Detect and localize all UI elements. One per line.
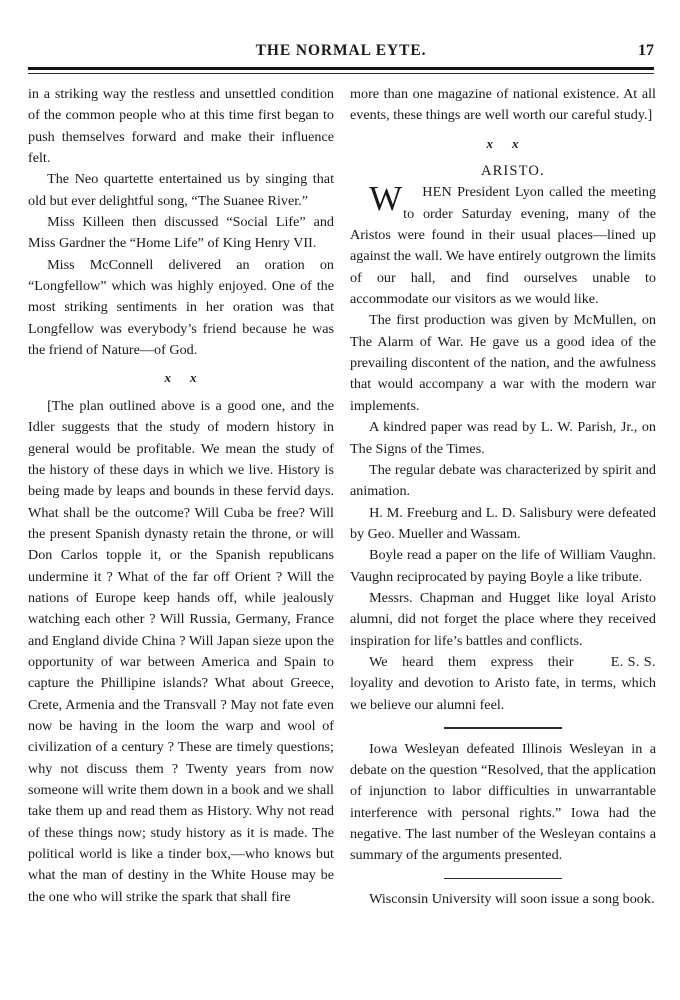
paragraph-mcconnell: Miss McConnell delivered an oration on “Longfellow” which was highly enjoyed. One of the most striking sentiments in her oration was that Longfellow was everybody’s friend because he was the friend of Nature—of God. — [28, 256, 334, 359]
paragraph-messrs-alumni: Messrs. Chapman and Hugget like loyal Aristo alumni, did not forget the place where they received inspiration for life’s battles and conflicts. — [350, 589, 656, 649]
paragraph-loyalty-text: We heard them express their loyality and devotion to Aristo fate, in terms, which we believe our alumni feel. — [350, 653, 656, 713]
x-ornament-divider-left — [28, 367, 334, 388]
paragraph-aristo-opening — [350, 179, 656, 310]
paragraph-bracketed-editorial-part1: [The plan outlined above is a good one, and the Idler suggests that the study of modern history in general would be profitable. We mean the study of the history of these days in which we live. History is being made by leaps and bounds in these fervid days. What shall be the outcome? Will Cuba be free? Will the present Spanish dynasty retain the throne, or will Don Carlos topple it, or the Spanish republicans undermine it ? What of the far off Orient ? Will the nations of Europe keep hands off, while jealously watching each other ? Will Russia, Germany, France and England divide China ? Will Japan sieze upon the opportunity of war between America and Spain to capture the Phillipine islands? What about Greece, Crete, Armenia and the Transvall ? May not fate even now be having in the loom the warp and wool of civilization of a century ? These are timely questions; why not discuss them ? Twenty years from now someone will write them down in a book and we shall take them up and read them as History. Why not read of these things now; study history as it is made. The political world is like a tinder box,—who knows but what the man of destiny in the White House may be the one who will strike the spark that shall fire — [28, 397, 334, 905]
opening-caps-run: HEN — [422, 184, 452, 201]
paragraph-iowa-wesleyan: Iowa Wesleyan defeated Illinois Wesleyan in a debate on the question “Resolved, that the application of injunction to labor difficulties in unwarrantable interference with personal rights.” Iowa had the negative. The last number of the Wesleyan contains a summary of the arguments presented. — [350, 740, 656, 864]
page-title: THE NORMAL EYTE. — [255, 42, 427, 59]
page-number: 17 — [638, 42, 654, 59]
paragraph-killeen: Miss Killeen then discussed “Social Life” and Miss Gardner the “Home Life” of King Henry VII. — [28, 214, 334, 252]
x-ornament-divider-right — [350, 133, 656, 154]
header-rule-thick — [28, 67, 654, 70]
paragraph-first-production: The first production was given by McMullen, on The Alarm of War. He gave us a good idea of the prevailing discontent of the nation, and the awfulness that would accompany a war with the modern war implements. — [350, 312, 656, 414]
author-signature: E. S. S. — [610, 653, 656, 670]
paragraph-kindred-paper: A kindred paper was read by L. W. Parish, Jr., on The Signs of the Times. — [350, 419, 656, 457]
paragraph-bracketed-editorial-part2: more than one magazine of national existence. At all events, these things are well worth our careful study.] — [350, 86, 656, 124]
drop-cap-letter: W — [369, 179, 403, 219]
ornament-glyph-right: x — [190, 370, 198, 386]
ornament-glyph-left: x — [164, 370, 172, 386]
opening-body-text: President Lyon called the meeting to order Saturday evening, many of the Aristos were found in their usual places—lined up against the wall. We have entirely outgrown the limits of our hall, and find ourselves unable to accommodate our visitors as we would like. — [350, 184, 656, 308]
paragraph-loyalty — [350, 652, 656, 716]
right-column — [350, 84, 656, 911]
left-column — [28, 84, 334, 908]
paragraph-regular-debate: The regular debate was characterized by spirit and animation. — [350, 461, 656, 500]
item-divider-rule-1 — [444, 727, 562, 729]
ornament-glyph-right: x — [512, 135, 520, 151]
paragraph-wisconsin-university: Wisconsin University will soon issue a song book. — [369, 891, 655, 908]
ornament-glyph-left: x — [486, 135, 494, 151]
header-rule-thin — [28, 73, 654, 74]
running-head — [28, 42, 654, 64]
paragraph-quartette: The Neo quartette entertained us by singing that old but ever delightful song, “The Suanee River.” — [28, 171, 334, 209]
paragraph-freeburg-salisbury: H. M. Freeburg and L. D. Salisbury were defeated by Geo. Mueller and Wassam. — [350, 504, 656, 542]
paragraph-boyle-vaughn: Boyle read a paper on the life of William Vaughn. Vaughn reciprocated by paying Boyle a like tribute. — [350, 547, 656, 585]
paragraph-continued: in a striking way the restless and unsettled condition of the common people who at this time first began to push themselves forward and make their influence felt. — [28, 86, 334, 167]
section-heading-aristo: ARISTO. — [480, 163, 545, 180]
item-divider-rule-2 — [444, 878, 562, 880]
